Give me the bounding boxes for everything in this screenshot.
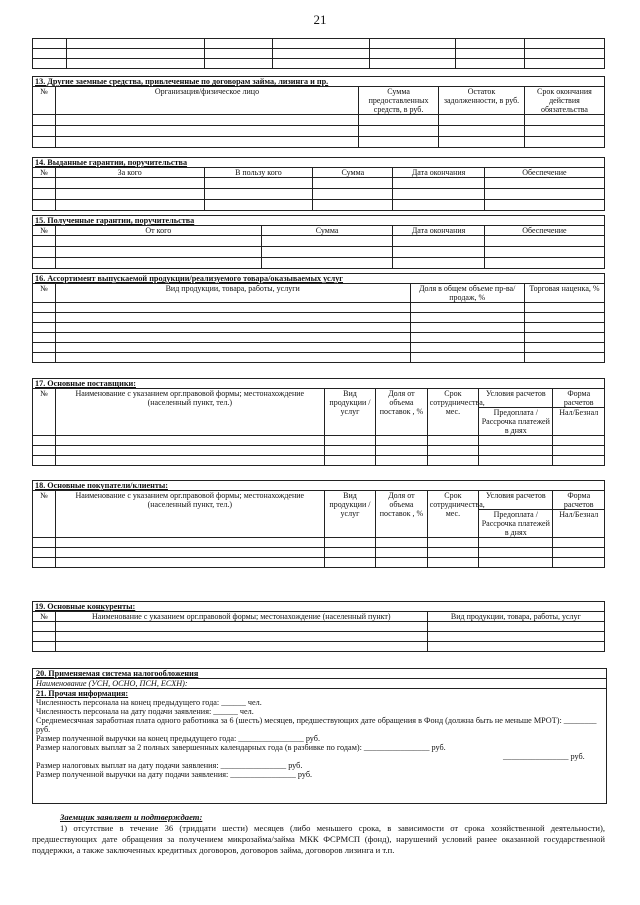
col-prepayment: Предоплата / Рассрочка платежей в днях <box>479 510 553 538</box>
section-15-table <box>32 215 605 269</box>
col-number: № <box>33 87 56 115</box>
section-16-title: 16. Ассортимент выпускаемой продукции/реализуемого товара/оказываемых услуг <box>33 274 605 284</box>
col-cash: Нал/Безнал <box>553 510 605 538</box>
col-form: Форма расчетов <box>553 491 605 510</box>
col-security: Обеспечение <box>484 226 604 236</box>
col-markup: Торговая наценка, % <box>524 284 604 303</box>
col-competitor-name: Наименование с указанием орг.правовой формы; местонахождение (населенный пункт) <box>55 612 427 622</box>
col-number: № <box>33 491 56 538</box>
col-product-kind: Вид продукции, товара, работы, услуг <box>427 612 604 622</box>
col-for-whom: За кого <box>55 168 204 178</box>
col-sum: Сумма <box>313 168 393 178</box>
section-15-title: 15. Полученные гарантии, поручительства <box>33 216 605 226</box>
section-14-table <box>32 157 605 211</box>
col-from-whom: От кого <box>55 226 261 236</box>
staff-count-prev-year: Численность персонала на конец предыдущего года: ______ чел. <box>36 698 262 707</box>
col-share: Доля от объема поставок , % <box>376 389 427 436</box>
section-16-table <box>32 273 605 363</box>
average-salary: Среднемесячная заработная плата одного работника за 6 (шесть) месяцев, предшествующих дате обращения в Фонд (должна быть не меньше МРОТ): ________ руб. <box>36 716 597 734</box>
section-19-table <box>32 601 605 652</box>
col-end-date: Дата окончания <box>393 226 485 236</box>
section-17-title: 17. Основные поставщики: <box>33 379 605 389</box>
col-duration: Срок сотрудничества, мес. <box>427 491 478 538</box>
col-security: Обеспечение <box>484 168 604 178</box>
col-share: Доля от объема поставок , % <box>376 491 427 538</box>
col-share: Доля в общем объеме пр-ва/продаж, % <box>410 284 524 303</box>
continuation-table <box>32 38 605 69</box>
footer-paragraph: 1) отсутствие в течение 36 (тридцати шести) месяцев (либо меньшего срока, в зависимости от срока хозяйственной деятельности), предшествующих дате обращения за получением микрозайма/займа МКК ФСРМСП (фонд), нарушений условий ранее оказанной государственной поддержки, а также заключенных кредитных договоров, договоров займа, договоров лизинга и т.п. <box>32 823 605 855</box>
col-duration: Срок сотрудничества, мес. <box>427 389 478 436</box>
section-18-title: 18. Основные покупатели/клиенты: <box>33 481 605 491</box>
tax-payments-2-years-second: ________________ руб. <box>503 752 585 761</box>
col-number: № <box>33 168 56 178</box>
revenue-current: Размер полученной выручки на дату подачи заявления: ________________ руб. <box>36 770 313 779</box>
page-number: 21 <box>313 12 327 27</box>
footer-heading: Заемщик заявляет и подтверждает: <box>60 812 203 822</box>
section-17-table <box>32 378 605 466</box>
col-supplier-name: Наименование с указанием орг.правовой формы; местонахождение (населенный пункт, тел.) <box>55 389 324 436</box>
col-number: № <box>33 612 56 622</box>
tax-payments-current: Размер налоговых выплат на дату подачи заявления: ________________ руб. <box>36 761 303 770</box>
col-organization: Организация/физическое лицо <box>55 87 358 115</box>
footer-declaration <box>32 812 605 856</box>
section-14-title: 14. Выданные гарантии, поручительства <box>33 158 605 168</box>
col-product-kind: Вид продукции /услуг <box>324 491 375 538</box>
col-beneficiary: В пользу кого <box>204 168 313 178</box>
col-cash: Нал/Безнал <box>553 408 605 436</box>
section-18-table <box>32 480 605 568</box>
col-number: № <box>33 226 56 236</box>
col-debt: Остаток задолженности, в руб. <box>439 87 525 115</box>
staff-count-current: Численность персонала на дату подачи заявления: ______ чел. <box>36 707 254 716</box>
col-amount: Сумма предоставленных средств, в руб. <box>359 87 439 115</box>
col-number: № <box>33 389 56 436</box>
col-prepayment: Предоплата / Рассрочка платежей в днях <box>479 408 553 436</box>
col-product-type: Вид продукции, товара, работы, услуги <box>55 284 410 303</box>
col-sum: Сумма <box>261 226 393 236</box>
col-term: Срок окончания действия обязательства <box>524 87 604 115</box>
tax-payments-2-years: Размер налоговых выплат за 2 полных завершенных календарных года (в разбивке по годам): ________________ руб. <box>36 743 446 752</box>
section-19-title: 19. Основные конкуренты: <box>33 602 605 612</box>
section-20-title: 20. Применяемая система налогообложения <box>33 669 606 679</box>
col-terms: Условия расчетов <box>479 491 553 510</box>
section-13-table <box>32 76 605 148</box>
tax-system-row: Наименование (УСН, ОСНО, ПСН, ЕСХН): <box>33 679 606 689</box>
revenue-prev-year: Размер полученной выручки на конец предыдущего года: ________________ руб. <box>36 734 321 743</box>
section-20-21-box <box>32 668 607 804</box>
section-21-title: 21. Прочая информация: <box>36 689 129 698</box>
section-13-title: 13. Другие заемные средства, привлеченные по договорам займа, лизинга и пр. <box>33 77 605 87</box>
col-number: № <box>33 284 56 303</box>
col-product-kind: Вид продукции /услуг <box>324 389 375 436</box>
col-end-date: Дата окончания <box>393 168 485 178</box>
col-terms: Условия расчетов <box>479 389 553 408</box>
col-customer-name: Наименование с указанием орг.правовой формы; местонахождение (населенный пункт, тел.) <box>55 491 324 538</box>
col-form: Форма расчетов <box>553 389 605 408</box>
